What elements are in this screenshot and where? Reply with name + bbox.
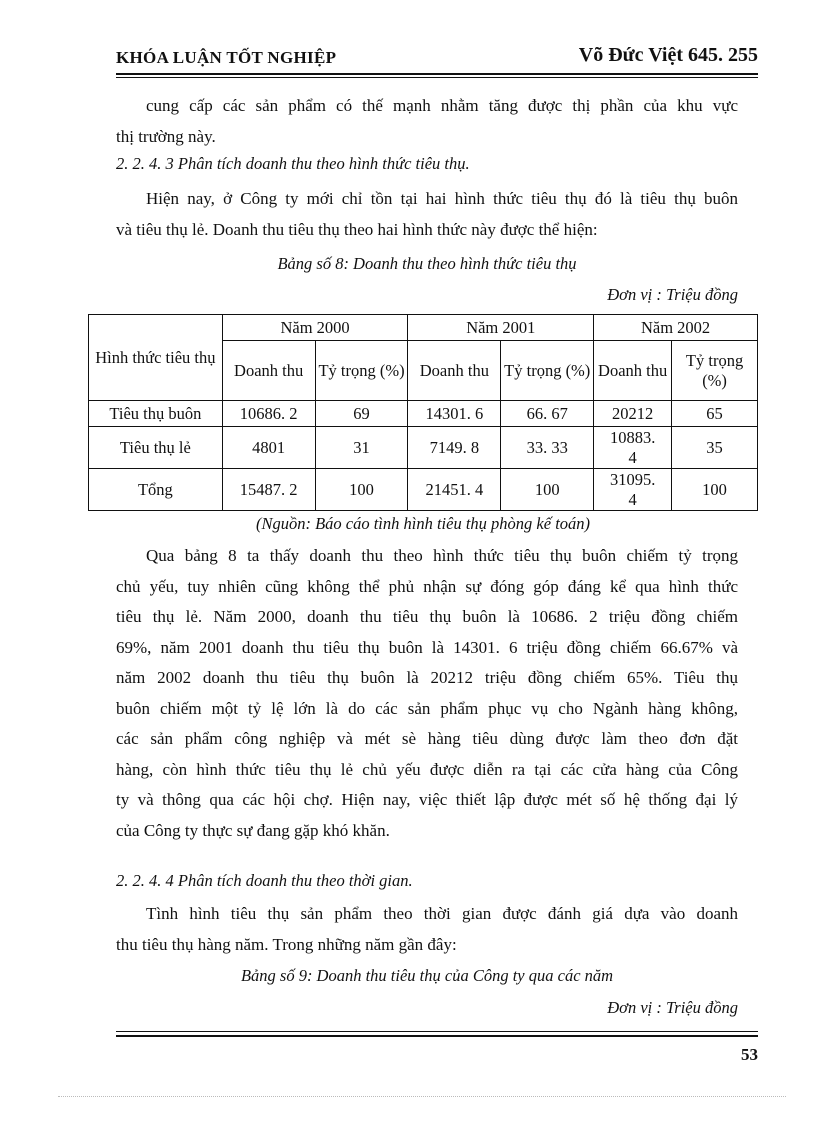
table-8 xyxy=(88,314,758,511)
text-line: buôn chiếm một tỷ lệ lớn là do các sản phẩm phục vụ cho Ngành hàng không, xyxy=(116,698,738,718)
table-cell: 15487. 2 xyxy=(222,469,315,511)
text-line: ty và thông qua các hội chợ. Hiện nay, việc thiết lập được mét số hệ thống đại lý xyxy=(116,790,738,809)
table-cell: 4801 xyxy=(222,427,315,469)
text-line: hàng, còn hình thức tiêu thụ lẻ chủ yếu được diễn ra tại các cửa hàng của Công xyxy=(116,759,738,779)
table-cell: 35 xyxy=(672,427,758,469)
paragraph-3 xyxy=(116,541,738,846)
header-rule-thin xyxy=(116,77,758,78)
table-cell: 69 xyxy=(315,401,408,427)
table-cell: 7149. 8 xyxy=(408,427,501,469)
text-line: chủ yếu, tuy nhiên cũng không thể phủ nhận sự đóng góp đáng kể qua hình thức xyxy=(116,576,738,596)
table-cell: 21451. 4 xyxy=(408,469,501,511)
text-line: thu tiêu thụ hàng năm. Trong những năm gần đây: xyxy=(116,934,457,954)
row-label: Tiêu thụ buôn xyxy=(89,401,223,427)
sub-header: Doanh thu xyxy=(594,341,672,401)
text-line: thị trường này. xyxy=(116,126,216,146)
table-cell: 100 xyxy=(501,469,594,511)
text-line: các sản phẩm công nghiệp và mét sè hàng tiêu dùng được làm theo đơn đặt xyxy=(116,729,738,748)
page-header xyxy=(116,44,758,74)
paragraph-2 xyxy=(116,184,738,245)
year-header: Năm 2001 xyxy=(408,315,594,341)
table-cell: 66. 67 xyxy=(501,401,594,427)
table-cell: 10686. 2 xyxy=(222,401,315,427)
table-cell: 10883. 4 xyxy=(594,427,672,469)
table-cell: 20212 xyxy=(594,401,672,427)
sub-header: Tỷ trọng (%) xyxy=(315,341,408,401)
table-cell: 65 xyxy=(672,401,758,427)
table-9-caption: Bảng số 9: Doanh thu tiêu thụ của Công ty qua các năm xyxy=(240,966,614,985)
sub-header: Tỷ trọng (%) xyxy=(501,341,594,401)
text-line: tiêu thụ lẻ. Năm 2000, doanh thu tiêu thụ buôn là 10686. 2 triệu đồng chiếm xyxy=(116,607,738,626)
table-cell: 31 xyxy=(315,427,408,469)
text-line: của Công ty thực sự đang gặp khó khăn. xyxy=(116,820,390,840)
table-cell: 100 xyxy=(315,469,408,511)
row-label: Tổng xyxy=(89,469,223,511)
header-title: KHÓA LUẬN TỐT NGHIỆP xyxy=(116,48,337,67)
text-line: Qua bảng 8 ta thấy doanh thu theo hình thức tiêu thụ buôn chiếm tỷ trọng xyxy=(146,546,738,565)
sub-header: Doanh thu xyxy=(408,341,501,401)
header-rule xyxy=(116,73,758,75)
section-heading-2-2-4-4: 2. 2. 4. 4 Phân tích doanh thu theo thời gian. xyxy=(116,871,413,890)
table-row xyxy=(89,401,758,427)
table-9-unit: Đơn vị : Triệu đồng xyxy=(607,998,738,1017)
paragraph-4 xyxy=(116,899,738,960)
year-header: Năm 2002 xyxy=(594,315,758,341)
footer-rule xyxy=(116,1035,758,1037)
table-cell: 33. 33 xyxy=(501,427,594,469)
text-line: Tình hình tiêu thụ sản phẩm theo thời gian được đánh giá dựa vào doanh xyxy=(146,904,738,923)
table-8-unit: Đơn vị : Triệu đồng xyxy=(607,285,738,304)
text-line: năm 2002 doanh thu tiêu thụ buôn là 20212 triệu đồng chiếm 65%. Tiêu thụ xyxy=(116,668,738,687)
table-cell: 14301. 6 xyxy=(408,401,501,427)
year-header: Năm 2000 xyxy=(222,315,408,341)
table-cell: 31095. 4 xyxy=(594,469,672,511)
table-row xyxy=(89,427,758,469)
footer-rule-thin xyxy=(116,1031,758,1032)
sub-header: Doanh thu xyxy=(222,341,315,401)
header-author: Võ Đức Việt 645. 255 xyxy=(578,44,758,66)
page-edge-dotted xyxy=(58,1096,786,1097)
sub-header: Tỷ trọng (%) xyxy=(672,341,758,401)
section-heading-2-2-4-3: 2. 2. 4. 3 Phân tích doanh thu theo hình thức tiêu thụ. xyxy=(116,154,470,173)
table-cell: 100 xyxy=(672,469,758,511)
text-line: cung cấp các sản phẩm có thế mạnh nhằm tăng được thị phần của khu vực xyxy=(146,96,738,115)
table-8-caption: Bảng số 8: Doanh thu theo hình thức tiêu thụ xyxy=(277,254,577,273)
text-line: và tiêu thụ lẻ. Doanh thu tiêu thụ theo hai hình thức này được thể hiện: xyxy=(116,219,598,239)
page-number: 53 xyxy=(741,1045,758,1064)
text-line: Hiện nay, ở Công ty mới chỉ tồn tại hai hình thức tiêu thụ đó là tiêu thụ buôn xyxy=(146,189,738,208)
paragraph-1 xyxy=(116,91,738,152)
col-header-form: Hình thức tiêu thụ xyxy=(89,315,223,401)
row-label: Tiêu thụ lẻ xyxy=(89,427,223,469)
table-row xyxy=(89,469,758,511)
text-line: 69%, năm 2001 doanh thu tiêu thụ buôn là 14301. 6 triệu đồng chiếm 66.67% và xyxy=(116,637,738,657)
table-8-source: (Nguồn: Báo cáo tình hình tiêu thụ phòng kế toán) xyxy=(255,514,591,533)
